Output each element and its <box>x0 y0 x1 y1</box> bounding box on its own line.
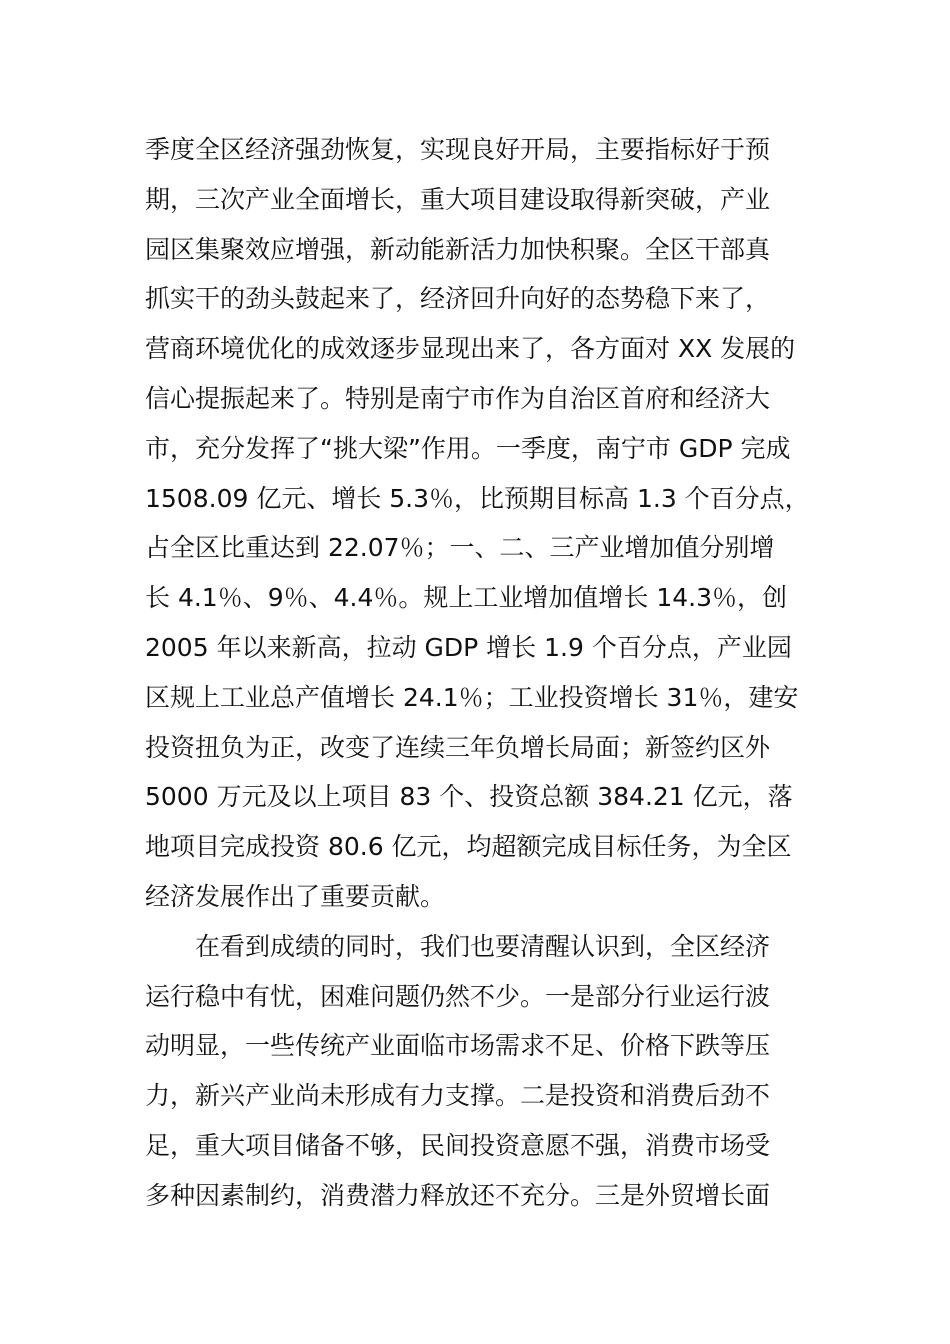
document-body <box>145 125 845 1221</box>
paragraph-line: 抓实干的劲头鼓起来了，经济回升向好的态势稳下来了， <box>145 284 771 314</box>
paragraph-line: 在看到成绩的同时，我们也要清醒认识到，全区经济 <box>145 931 771 961</box>
paragraph-line: 运行稳中有忧，困难问题仍然不少。一是部分行业运行波 <box>145 981 771 1011</box>
paragraph-line: 经济发展作出了重要贡献。 <box>145 881 446 911</box>
paragraph-line: 5000 万元及以上项目 83 个、投资总额 384.21 亿元，落 <box>145 782 793 812</box>
paragraph-line: 期，三次产业全面增长，重大项目建设取得新突破，产业 <box>145 184 771 214</box>
paragraph-line: 1508.09 亿元、增长 5.3％，比预期目标高 1.3 个百分点， <box>145 483 810 513</box>
paragraph-line: 占全区比重达到 22.07％；一、二、三产业增加值分别增 <box>145 533 775 563</box>
paragraph-line: 力，新兴产业尚未形成有力支撑。二是投资和消费后劲不 <box>145 1081 771 1111</box>
paragraph-line: 营商环境优化的成效逐步显现出来了，各方面对 XX 发展的 <box>145 334 796 364</box>
paragraph-line: 多种因素制约，消费潜力释放还不充分。三是外贸增长面 <box>145 1180 771 1210</box>
paragraph-line: 信心提振起来了。特别是南宁市作为自治区首府和经济大 <box>145 383 771 413</box>
paragraph-line: 投资扭负为正，改变了连续三年负增长局面；新签约区外 <box>145 732 771 762</box>
paragraph-line: 动明显，一些传统产业面临市场需求不足、价格下跌等压 <box>145 1031 771 1061</box>
paragraph-line: 区规上工业总产值增长 24.1％；工业投资增长 31％，建安 <box>145 682 799 712</box>
paragraph-line: 足，重大项目储备不够，民间投资意愿不强，消费市场受 <box>145 1130 771 1160</box>
paragraph-line: 季度全区经济强劲恢复，实现良好开局，主要指标好于预 <box>145 135 771 164</box>
paragraph-line: 2005 年以来新高，拉动 GDP 增长 1.9 个百分点，产业园 <box>145 632 792 662</box>
paragraph-1 <box>145 125 845 922</box>
paragraph-line: 地项目完成投资 80.6 亿元，均超额完成目标任务，为全区 <box>145 832 792 862</box>
paragraph-line: 市，充分发挥了“挑大梁”作用。一季度，南宁市 GDP 完成 <box>145 433 791 463</box>
paragraph-2 <box>145 922 845 1221</box>
paragraph-line: 长 4.1％、9％、4.4％。规上工业增加值增长 14.3％，创 <box>145 583 787 613</box>
paragraph-line: 园区集聚效应增强，新动能新活力加快积聚。全区干部真 <box>145 234 771 264</box>
